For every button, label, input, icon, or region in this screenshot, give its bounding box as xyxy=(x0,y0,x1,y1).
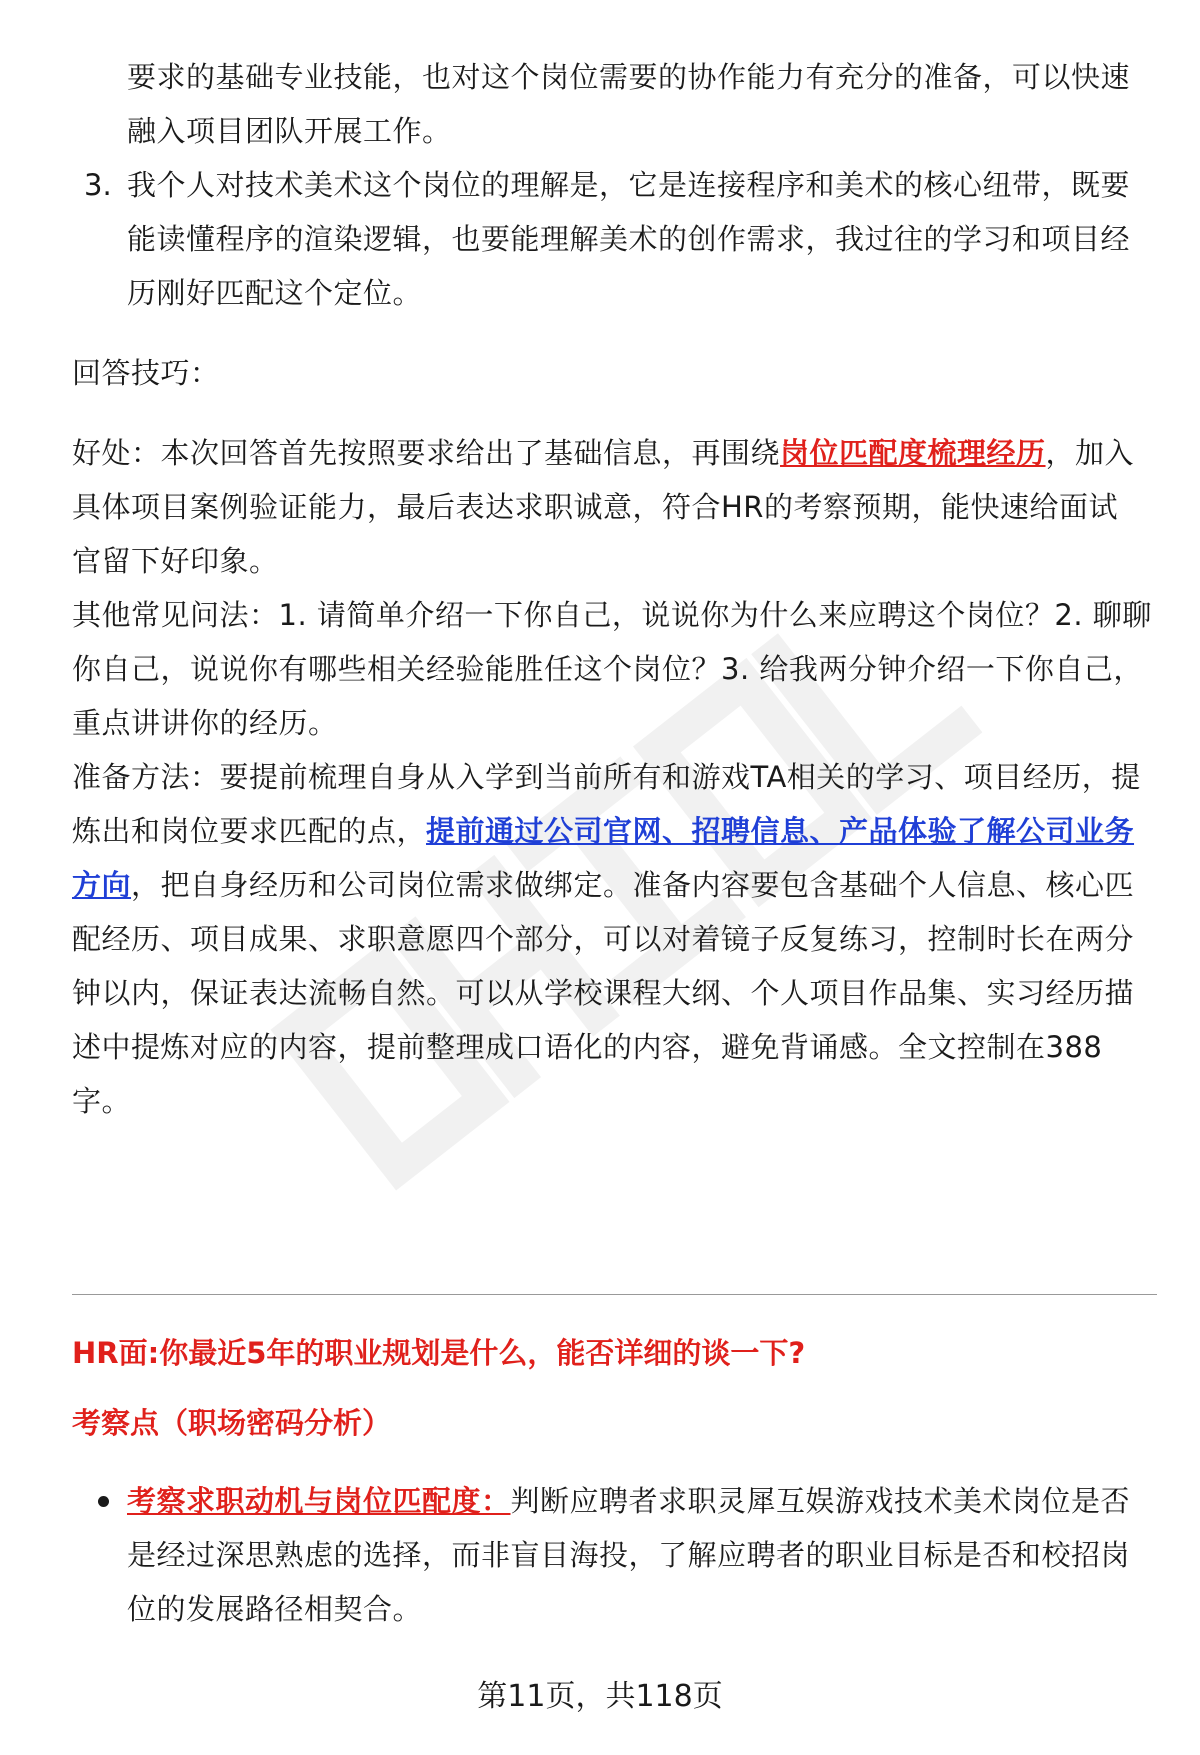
preparation-line: 钟以内，保证表达流畅自然。可以从学校课程大纲、个人项目作品集、实习经历描 xyxy=(72,976,1135,1010)
benefit-line: 具体项目案例验证能力，最后表达求职诚意，符合HR的考察预期，能快速给面试 xyxy=(72,490,1118,524)
preparation-line xyxy=(72,802,1157,861)
bullet-line: 是经过深思熟虑的选择，而非盲目海投，了解应聘者的职业目标是否和校招岗 xyxy=(127,1538,1131,1572)
benefit-line: 官留下好印象。 xyxy=(72,544,279,578)
preparation-highlight: 提前通过公司官网、招聘信息、产品体验了解公司业务 xyxy=(426,814,1135,848)
preparation-text: ，把自身经历和公司岗位需求做绑定。准备内容要包含基础个人信息、核心匹 xyxy=(131,868,1135,902)
preparation-text: 炼出和岗位要求匹配的点， xyxy=(72,814,427,848)
benefit-text: ，加入 xyxy=(1045,436,1135,470)
preparation-line: 配经历、项目成果、求职意愿四个部分，可以对着镜子反复练习，控制时长在两分 xyxy=(72,922,1135,956)
other-questions-line: 其他常见问法：1. 请简单介绍一下你自己，说说你为什么来应聘这个岗位？2. 聊聊 xyxy=(72,598,1152,632)
bullet-text: 判断应聘者求职灵犀互娱游戏技术美术岗位是否 xyxy=(510,1484,1131,1518)
bullet-dot-icon xyxy=(98,1496,109,1507)
analysis-heading: 考察点（职场密码分析） xyxy=(72,1406,392,1440)
benefit-text: 好处：本次回答首先按照要求给出了基础信息，再围绕 xyxy=(72,436,781,470)
other-questions-line: 重点讲讲你的经历。 xyxy=(72,706,338,740)
hr-question-heading: HR面:你最近5年的职业规划是什么，能否详细的谈一下? xyxy=(72,1336,806,1370)
benefit-highlight: 岗位匹配度梳理经历 xyxy=(780,436,1046,470)
tips-label: 回答技巧： xyxy=(72,356,220,390)
list-item-number: 3. xyxy=(84,168,112,202)
bullet-line xyxy=(127,1472,1157,1531)
other-questions-line: 你自己，说说你有哪些相关经验能胜任这个岗位？3. 给我两分钟介绍一下你自己， xyxy=(72,652,1143,686)
list-item-continuation-line: 要求的基础专业技能，也对这个岗位需要的协作能力有充分的准备，可以快速 xyxy=(127,60,1131,94)
list-item-text: 能读懂程序的渲染逻辑，也要能理解美术的创作需求，我过往的学习和项目经 xyxy=(127,222,1131,256)
benefit-line xyxy=(72,424,1157,483)
preparation-highlight: 方向 xyxy=(72,868,132,902)
section-divider xyxy=(72,1294,1157,1295)
bullet-line: 位的发展路径相契合。 xyxy=(127,1592,423,1626)
preparation-line: 述中提炼对应的内容，提前整理成口语化的内容，避免背诵感。全文控制在388 xyxy=(72,1030,1103,1064)
page-number-footer: 第11页，共118页 xyxy=(477,1679,723,1714)
preparation-line: 准备方法：要提前梳理自身从入学到当前所有和游戏TA相关的学习、项目经历，提 xyxy=(72,760,1141,794)
list-item-text: 历刚好匹配这个定位。 xyxy=(127,276,423,310)
bullet-label: 考察求职动机与岗位匹配度： xyxy=(127,1484,511,1518)
list-item-continuation-line: 融入项目团队开展工作。 xyxy=(127,114,452,148)
preparation-line xyxy=(72,856,1157,915)
list-item-text: 我个人对技术美术这个岗位的理解是，它是连接程序和美术的核心纽带，既要 xyxy=(127,168,1131,202)
preparation-line: 字。 xyxy=(72,1084,132,1118)
